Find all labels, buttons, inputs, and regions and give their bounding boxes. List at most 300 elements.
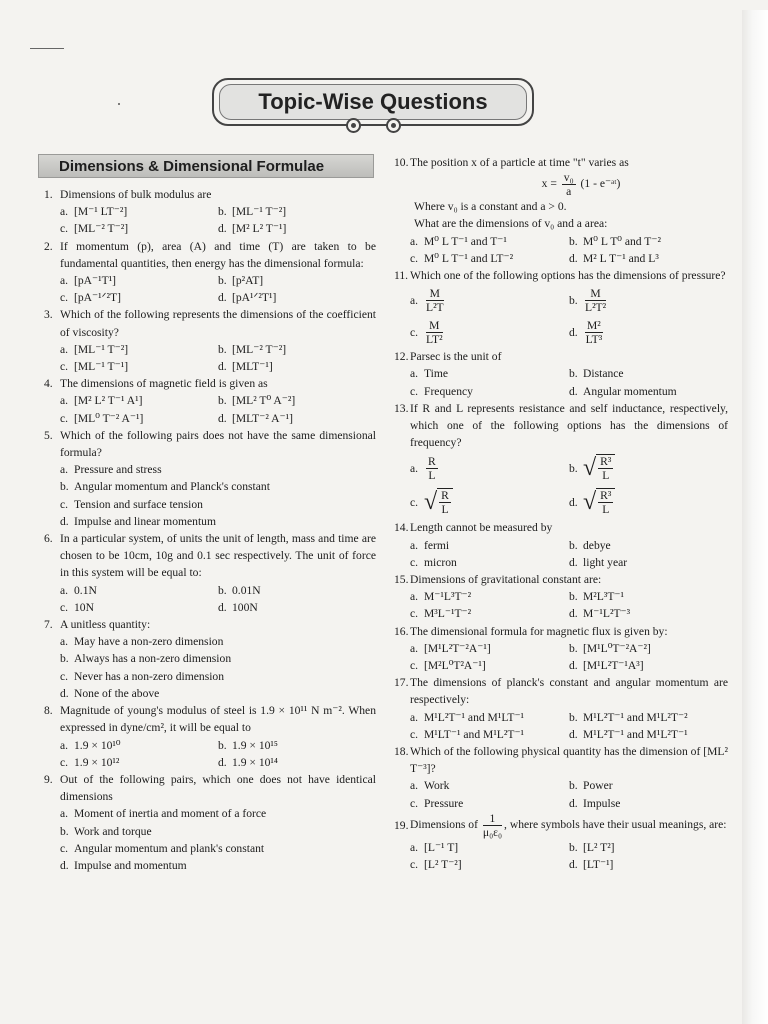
option-letter: b. bbox=[569, 779, 578, 793]
radical-sign-icon: √ bbox=[583, 489, 597, 516]
option-letter: d. bbox=[60, 858, 69, 872]
option-fraction bbox=[598, 455, 613, 482]
option-a[interactable] bbox=[60, 582, 218, 599]
option-b[interactable] bbox=[218, 582, 376, 599]
option-c[interactable] bbox=[60, 496, 376, 513]
question-text: Which of the following represents the dimensions of the coefficient of viscosity? bbox=[60, 308, 376, 339]
option-text: [M² L² T⁻¹ A¹] bbox=[74, 394, 143, 408]
option-text: [L² T⁻²] bbox=[424, 858, 462, 872]
numerator: M bbox=[426, 287, 444, 301]
numerator: R bbox=[441, 489, 449, 503]
option-text: [MLT⁻¹] bbox=[232, 360, 273, 374]
question-number: 10. bbox=[394, 156, 409, 169]
option-text: Power bbox=[583, 779, 613, 793]
ask-text: What are the dimensions of v₀ and a area: bbox=[414, 217, 608, 231]
option-b[interactable] bbox=[60, 650, 376, 667]
option-d[interactable] bbox=[569, 856, 728, 873]
denominator: LT² bbox=[426, 332, 443, 346]
option-letter: d. bbox=[60, 514, 69, 528]
question-1 bbox=[44, 186, 376, 238]
question-7 bbox=[44, 616, 376, 702]
option-b[interactable] bbox=[569, 640, 728, 657]
option-text: M¹L²T⁻¹ and M¹L²T⁻² bbox=[583, 710, 688, 724]
question-text: Which of the following pairs does not have the same dimensional formula? bbox=[60, 428, 376, 460]
option-text: [MLT⁻² A⁻¹] bbox=[232, 411, 293, 425]
option-d[interactable] bbox=[569, 795, 728, 812]
question-number: 18. bbox=[394, 745, 409, 759]
options bbox=[44, 341, 376, 375]
numerator: R³ bbox=[600, 489, 612, 503]
option-letter: a. bbox=[410, 234, 419, 248]
q19-pre: Dimensions of bbox=[410, 818, 478, 832]
option-text: M⁻¹L²T⁻³ bbox=[583, 607, 631, 621]
option-text: [LT⁻¹] bbox=[583, 858, 614, 872]
question-text: If R and L represents resistance and self inductance, respectively, which one of the following options has the dimensions of frequency? bbox=[410, 401, 728, 450]
option-a[interactable] bbox=[410, 839, 569, 856]
section-title: Dimensions & Dimensional Formulae bbox=[59, 157, 325, 175]
options bbox=[44, 461, 376, 530]
option-text: Pressure and stress bbox=[74, 463, 162, 477]
option-letter: c. bbox=[60, 222, 69, 236]
option-c[interactable] bbox=[60, 754, 218, 771]
question-4 bbox=[44, 375, 376, 427]
option-text: light year bbox=[583, 555, 628, 569]
option-b[interactable] bbox=[218, 272, 376, 289]
question-text bbox=[410, 812, 728, 839]
square-root bbox=[583, 454, 615, 482]
q19-fraction bbox=[483, 812, 502, 839]
option-letter: a. bbox=[60, 342, 69, 356]
option-text: 10N bbox=[74, 600, 94, 614]
question-number: 19. bbox=[394, 818, 409, 832]
option-letter: b. bbox=[569, 461, 578, 475]
eq-denominator: a bbox=[566, 185, 572, 199]
option-letter: d. bbox=[218, 600, 227, 614]
option-b[interactable] bbox=[569, 588, 728, 605]
option-d[interactable] bbox=[218, 410, 376, 427]
option-d[interactable] bbox=[569, 383, 728, 400]
option-letter: d. bbox=[569, 251, 578, 265]
question-text: Out of the following pairs, which one does not have identical dimensions bbox=[60, 772, 376, 804]
option-a[interactable] bbox=[410, 365, 569, 382]
question-number: 5. bbox=[44, 428, 53, 442]
option-text: Impulse and momentum bbox=[74, 858, 187, 872]
option-d[interactable] bbox=[60, 685, 376, 702]
denominator: L²T bbox=[426, 300, 444, 314]
question-10 bbox=[394, 154, 728, 267]
question-5 bbox=[44, 427, 376, 530]
question-number: 12. bbox=[394, 350, 409, 364]
option-a[interactable] bbox=[60, 737, 218, 754]
option-c[interactable] bbox=[410, 856, 569, 873]
option-text: [ML⁻² T⁻²] bbox=[74, 222, 129, 236]
options bbox=[394, 640, 728, 674]
numerator: 1 bbox=[483, 812, 502, 826]
options bbox=[44, 582, 376, 616]
option-letter: c. bbox=[410, 727, 419, 741]
question-text: A unitless quantity: bbox=[60, 618, 151, 632]
option-letter: c. bbox=[60, 291, 69, 305]
option-d[interactable] bbox=[218, 289, 376, 306]
option-d[interactable] bbox=[569, 657, 728, 674]
question-14 bbox=[394, 519, 728, 571]
option-d[interactable] bbox=[569, 554, 728, 571]
question-number: 14. bbox=[394, 521, 409, 535]
option-text: 1.9 × 10¹⁰ bbox=[74, 738, 121, 752]
option-text: M³L⁻¹T⁻² bbox=[424, 607, 472, 621]
option-c[interactable] bbox=[410, 554, 569, 571]
question-13 bbox=[394, 400, 728, 520]
options bbox=[394, 588, 728, 622]
option-a[interactable] bbox=[410, 709, 569, 726]
option-a[interactable] bbox=[410, 777, 569, 794]
numerator: R bbox=[428, 454, 436, 468]
option-d[interactable] bbox=[218, 358, 376, 375]
option-c[interactable] bbox=[60, 220, 218, 237]
options bbox=[394, 839, 728, 873]
option-b[interactable] bbox=[569, 284, 728, 316]
option-text: debye bbox=[583, 538, 611, 552]
option-b[interactable] bbox=[569, 233, 728, 250]
page-title: Topic-Wise Questions bbox=[258, 89, 488, 114]
option-text: [M² L² T⁻¹] bbox=[232, 222, 287, 236]
option-letter: c. bbox=[60, 360, 69, 374]
banner-knob-right bbox=[386, 118, 401, 133]
option-letter: a. bbox=[410, 590, 419, 604]
option-letter: d. bbox=[218, 755, 227, 769]
option-letter: d. bbox=[569, 607, 578, 621]
option-text: fermi bbox=[424, 538, 450, 552]
option-a[interactable] bbox=[410, 284, 569, 316]
denominator: L bbox=[602, 503, 610, 517]
option-a[interactable] bbox=[60, 805, 376, 822]
options bbox=[44, 272, 376, 306]
option-text: M⁰ L T⁻¹ and LT⁻² bbox=[424, 251, 514, 265]
option-text: Impulse bbox=[583, 796, 621, 810]
option-c[interactable] bbox=[60, 599, 218, 616]
option-fraction bbox=[585, 287, 606, 314]
option-letter: c. bbox=[410, 495, 419, 509]
option-a[interactable] bbox=[410, 537, 569, 554]
option-text: Always has a non-zero dimension bbox=[74, 652, 232, 666]
margin-dash bbox=[30, 48, 64, 49]
section-header bbox=[38, 154, 374, 178]
options bbox=[394, 537, 728, 571]
option-c[interactable] bbox=[410, 605, 569, 622]
numerator: R³ bbox=[600, 455, 612, 469]
option-letter: b. bbox=[569, 641, 578, 655]
eq-rest: (1 - e⁻ᵃᵗ) bbox=[580, 177, 621, 191]
option-c[interactable] bbox=[410, 795, 569, 812]
option-c[interactable] bbox=[410, 383, 569, 400]
option-letter: c. bbox=[410, 555, 419, 569]
option-text: 1.9 × 10¹² bbox=[74, 755, 120, 769]
option-letter: b. bbox=[218, 738, 227, 752]
option-letter: a. bbox=[60, 635, 69, 649]
option-letter: c. bbox=[410, 384, 419, 398]
option-letter: d. bbox=[569, 555, 578, 569]
numerator: M bbox=[585, 287, 606, 301]
options bbox=[394, 284, 728, 348]
option-letter: a. bbox=[60, 463, 69, 477]
option-fraction bbox=[598, 489, 613, 516]
eq-numerator: v₀ bbox=[563, 171, 574, 185]
option-text: M⁰ L T⁻¹ and T⁻¹ bbox=[424, 234, 507, 248]
equation bbox=[394, 171, 728, 198]
option-c[interactable] bbox=[60, 668, 376, 685]
option-d[interactable] bbox=[218, 220, 376, 237]
option-d[interactable] bbox=[569, 605, 728, 622]
option-d[interactable] bbox=[569, 485, 728, 519]
eq-fraction bbox=[562, 171, 576, 198]
option-b[interactable] bbox=[60, 478, 376, 495]
option-text: [L² T²] bbox=[583, 840, 615, 854]
option-d[interactable] bbox=[60, 513, 376, 530]
option-fraction bbox=[426, 319, 443, 346]
option-letter: b. bbox=[60, 824, 69, 838]
option-text: [M¹L²T⁻²A⁻¹] bbox=[424, 641, 491, 655]
option-a[interactable] bbox=[60, 341, 218, 358]
option-text: M¹L²T⁻¹ and M¹LT⁻¹ bbox=[424, 710, 525, 724]
option-c[interactable] bbox=[410, 316, 569, 348]
option-a[interactable] bbox=[410, 640, 569, 657]
option-b[interactable] bbox=[569, 365, 728, 382]
options bbox=[394, 233, 728, 267]
option-letter: d. bbox=[218, 222, 227, 236]
option-letter: b. bbox=[218, 274, 227, 288]
option-text: Tension and surface tension bbox=[74, 497, 203, 511]
option-text: [ML⁻¹ T⁻¹] bbox=[74, 360, 129, 374]
q19-post: , where symbols have their usual meanings, are: bbox=[504, 818, 727, 832]
options bbox=[394, 709, 728, 743]
option-text: M⁰ L T⁰ and T⁻² bbox=[583, 234, 661, 248]
options bbox=[44, 737, 376, 771]
question-2 bbox=[44, 238, 376, 307]
option-text: May have a non-zero dimension bbox=[74, 635, 224, 649]
question-text: Magnitude of young's modulus of steel is 1.9 × 10¹¹ N m⁻². When expressed in dyne/cm², it will be equal to bbox=[60, 704, 376, 735]
option-letter: c. bbox=[410, 796, 419, 810]
option-text: [M¹L²T⁻¹A³] bbox=[583, 659, 644, 673]
option-b[interactable] bbox=[569, 709, 728, 726]
question-number: 6. bbox=[44, 532, 53, 546]
option-letter: c. bbox=[60, 755, 69, 769]
option-text: [ML⁻² T⁻²] bbox=[232, 342, 287, 356]
question-text: Dimensions of gravitational constant are: bbox=[410, 573, 602, 587]
option-a[interactable] bbox=[60, 633, 376, 650]
option-letter: b. bbox=[218, 394, 227, 408]
option-a[interactable] bbox=[410, 451, 569, 485]
option-letter: a. bbox=[60, 807, 69, 821]
option-letter: c. bbox=[410, 607, 419, 621]
question-text: Dimensions of bulk modulus are bbox=[60, 188, 212, 201]
option-text: [ML⁻¹ T⁻²] bbox=[74, 342, 129, 356]
question-number: 7. bbox=[44, 618, 53, 632]
option-letter: b. bbox=[569, 840, 578, 854]
option-text: Distance bbox=[583, 367, 624, 381]
option-text: Frequency bbox=[424, 384, 473, 398]
option-c[interactable] bbox=[60, 410, 218, 427]
option-letter: d. bbox=[569, 495, 578, 509]
option-text: Moment of inertia and moment of a force bbox=[74, 807, 267, 821]
option-b[interactable] bbox=[569, 537, 728, 554]
denominator: L bbox=[441, 503, 449, 517]
option-letter: b. bbox=[569, 234, 578, 248]
where-text: Where v₀ is a constant and a > 0. bbox=[414, 200, 567, 214]
option-text: [ML⁰ T⁻² A⁻¹] bbox=[74, 411, 144, 425]
question-text: The dimensional formula for magnetic flux is given by: bbox=[410, 624, 668, 638]
option-d[interactable] bbox=[569, 316, 728, 348]
option-b[interactable] bbox=[218, 341, 376, 358]
option-b[interactable] bbox=[218, 737, 376, 754]
option-d[interactable] bbox=[60, 857, 376, 874]
option-c[interactable] bbox=[60, 840, 376, 857]
option-letter: a. bbox=[60, 583, 69, 597]
option-d[interactable] bbox=[569, 250, 728, 267]
option-b[interactable] bbox=[569, 451, 728, 485]
option-text: Time bbox=[424, 367, 449, 381]
option-a[interactable] bbox=[410, 588, 569, 605]
option-a[interactable] bbox=[60, 461, 376, 478]
right-generated-questions bbox=[394, 519, 728, 811]
option-letter: a. bbox=[60, 274, 69, 288]
banner-knob-left bbox=[346, 118, 361, 133]
numerator: M bbox=[426, 319, 443, 333]
option-fraction bbox=[439, 489, 451, 516]
option-letter: a. bbox=[60, 394, 69, 408]
option-text: micron bbox=[424, 555, 457, 569]
option-b[interactable] bbox=[569, 777, 728, 794]
option-letter: b. bbox=[218, 205, 227, 219]
option-b[interactable] bbox=[218, 392, 376, 409]
option-text: Never has a non-zero dimension bbox=[74, 669, 225, 683]
option-text: Impulse and linear momentum bbox=[74, 514, 216, 528]
question-number: 2. bbox=[44, 239, 53, 253]
question-number: 3. bbox=[44, 308, 53, 322]
question-11 bbox=[394, 267, 728, 348]
option-a[interactable] bbox=[60, 203, 218, 220]
option-a[interactable] bbox=[60, 272, 218, 289]
question-6 bbox=[44, 530, 376, 616]
option-letter: b. bbox=[60, 652, 69, 666]
eq-lhs: x = bbox=[541, 177, 557, 191]
denominator: L bbox=[428, 468, 436, 482]
option-letter: d. bbox=[218, 411, 227, 425]
option-text: 0.01N bbox=[232, 583, 261, 597]
option-text: [M¹L⁰T⁻²A⁻²] bbox=[583, 641, 651, 655]
question-number: 16. bbox=[394, 624, 409, 638]
option-d[interactable] bbox=[569, 726, 728, 743]
question-number: 15. bbox=[394, 573, 409, 587]
option-c[interactable] bbox=[60, 358, 218, 375]
question-text: Which one of the following options has the dimensions of pressure? bbox=[410, 269, 726, 283]
option-fraction bbox=[426, 287, 444, 314]
option-text: 100N bbox=[232, 600, 258, 614]
option-letter: c. bbox=[60, 411, 69, 425]
question-text: The dimensions of planck's constant and angular momentum are respectively: bbox=[410, 676, 728, 707]
question-number: 8. bbox=[44, 704, 53, 718]
question-number: 1. bbox=[44, 188, 53, 201]
options bbox=[394, 365, 728, 399]
question-3 bbox=[44, 306, 376, 375]
option-d[interactable] bbox=[218, 599, 376, 616]
option-c[interactable] bbox=[410, 485, 569, 519]
option-b[interactable] bbox=[60, 823, 376, 840]
option-letter: a. bbox=[410, 779, 419, 793]
speck bbox=[118, 103, 120, 105]
option-text: [L⁻¹ T] bbox=[424, 840, 459, 854]
title-banner bbox=[212, 78, 534, 126]
option-letter: b. bbox=[569, 538, 578, 552]
option-letter: a. bbox=[410, 710, 419, 724]
options bbox=[394, 451, 728, 519]
question-12 bbox=[394, 348, 728, 400]
option-letter: c. bbox=[60, 600, 69, 614]
question-16 bbox=[394, 623, 728, 675]
option-letter: c. bbox=[410, 325, 419, 339]
option-c[interactable] bbox=[410, 250, 569, 267]
option-letter: c. bbox=[410, 858, 419, 872]
denominator: L bbox=[602, 469, 610, 483]
option-b[interactable] bbox=[218, 203, 376, 220]
option-letter: c. bbox=[410, 659, 419, 673]
option-c[interactable] bbox=[410, 726, 569, 743]
option-letter: a. bbox=[410, 641, 419, 655]
option-text: [pA¹ᐟ²T¹] bbox=[232, 291, 277, 305]
option-text: 1.9 × 10¹⁴ bbox=[232, 755, 278, 769]
right-question-column bbox=[394, 154, 728, 873]
option-text: [ML⁻¹ T⁻²] bbox=[232, 205, 287, 219]
left-question-column bbox=[44, 186, 376, 874]
square-root bbox=[424, 488, 453, 516]
option-text: [pA⁻¹T¹] bbox=[74, 274, 117, 288]
options bbox=[44, 805, 376, 874]
option-letter: a. bbox=[60, 738, 69, 752]
option-text: [p²AT] bbox=[232, 274, 264, 288]
option-a[interactable] bbox=[410, 233, 569, 250]
option-c[interactable] bbox=[60, 289, 218, 306]
option-letter: a. bbox=[410, 293, 419, 307]
option-text: [M²L⁰T²A⁻¹] bbox=[424, 659, 486, 673]
option-d[interactable] bbox=[218, 754, 376, 771]
option-letter: d. bbox=[569, 858, 578, 872]
question-number: 17. bbox=[394, 676, 409, 690]
option-text: Work and torque bbox=[74, 824, 152, 838]
option-a[interactable] bbox=[60, 392, 218, 409]
question-text: The position x of a particle at time "t" varies as bbox=[410, 156, 629, 169]
option-text: [pA⁻¹ᐟ²T] bbox=[74, 291, 121, 305]
options bbox=[44, 633, 376, 702]
option-text: M² L T⁻¹ and L³ bbox=[583, 251, 659, 265]
option-c[interactable] bbox=[410, 657, 569, 674]
option-letter: d. bbox=[569, 659, 578, 673]
denominator: L²T² bbox=[585, 300, 607, 314]
option-fraction bbox=[426, 455, 438, 482]
option-text: Pressure bbox=[424, 796, 464, 810]
option-text: [M⁻¹ LT⁻²] bbox=[74, 205, 128, 219]
option-fraction bbox=[585, 319, 603, 346]
option-text: Angular momentum and Planck's constant bbox=[74, 480, 270, 494]
option-letter: a. bbox=[410, 461, 419, 475]
question-number: 11. bbox=[394, 269, 409, 283]
option-letter: a. bbox=[410, 538, 419, 552]
question-9 bbox=[44, 771, 376, 874]
option-text: M²L³T⁻¹ bbox=[583, 590, 625, 604]
options bbox=[44, 203, 376, 237]
option-b[interactable] bbox=[569, 839, 728, 856]
question-number: 13. bbox=[394, 401, 409, 415]
option-letter: d. bbox=[569, 384, 578, 398]
question-number: 4. bbox=[44, 377, 53, 391]
